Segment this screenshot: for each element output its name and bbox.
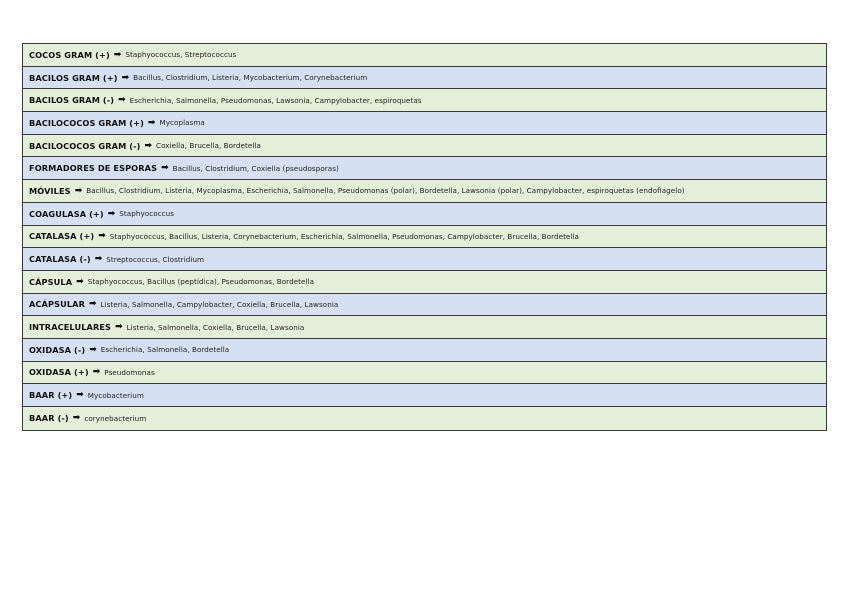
row-label: ACÁPSULAR [29,299,85,310]
row-value: Streptococcus, Clostridium [106,254,205,264]
right-arrow-icon: ➡ [76,390,84,401]
right-arrow-icon: ➡ [115,322,123,333]
right-arrow-icon: ➡ [74,185,83,196]
table-row [23,384,826,407]
table-row [23,135,826,158]
row-value: Mycoplasma [159,118,205,128]
row-label: BACILOS GRAM (-) [29,95,115,106]
right-arrow-icon: ➡ [92,367,101,378]
right-arrow-icon: ➡ [147,117,156,128]
row-value: Staphyococcus, Bacillus, Listeria, Corynebacterium, Escherichia, Salmonella, Pseudomonas, Campylobacter, Brucella, Bordetella [109,231,579,241]
row-value: Bacillus, Clostridium, Coxiella (pseudosporas) [172,163,339,173]
right-arrow-icon: ➡ [144,140,152,151]
row-label: BAAR (-) [29,413,69,424]
row-label: BACILOCOCOS GRAM (-) [29,140,141,151]
right-arrow-icon: ➡ [89,299,97,310]
right-arrow-icon: ➡ [161,163,169,174]
row-value: Bacillus, Clostridium, Listeria, Mycobacterium, Corynebacterium [133,73,368,83]
row-label: BACILOS GRAM (+) [29,72,118,83]
table-row [23,203,826,226]
table-row [23,180,826,203]
row-label: CATALASA (+) [29,231,95,242]
right-arrow-icon: ➡ [107,208,116,219]
table-row [23,89,826,112]
right-arrow-icon: ➡ [113,49,122,60]
row-value: Pseudomonas [104,367,155,377]
row-label: OXIDASA (-) [29,344,86,355]
row-value: Staphyococcus, Streptococcus [125,50,237,60]
row-label: INTRACELULARES [29,322,112,333]
row-value: Listeria, Salmonella, Coxiella, Brucella, Lawsonia [126,322,305,332]
right-arrow-icon: ➡ [118,95,126,106]
right-arrow-icon: ➡ [121,72,130,83]
row-label: FORMADORES DE ESPORAS [29,163,158,174]
row-label: BACILOCOCOS GRAM (+) [29,117,144,128]
row-value: Listeria, Salmonella, Campylobacter, Coxiella, Brucella, Lawsonia [100,299,339,309]
row-label: COCOS GRAM (+) [29,49,110,60]
table-row [23,407,826,430]
right-arrow-icon: ➡ [98,231,106,242]
table-row [23,226,826,249]
row-value: Staphyococcus [119,209,175,219]
table-row [23,294,826,317]
row-value: corynebacterium [84,413,147,423]
row-label: CATALASA (-) [29,254,91,265]
row-label: CÁPSULA [29,276,73,287]
table-row [23,67,826,90]
table-row [23,271,826,294]
row-label: COAGULASA (+) [29,208,104,219]
row-value: Mycobacterium [87,390,144,400]
row-label: BAAR (+) [29,390,73,401]
table-row [23,112,826,135]
table-row [23,248,826,271]
row-value: Coxiella, Brucella, Bordetella [156,141,261,151]
right-arrow-icon: ➡ [89,344,97,355]
row-value: Bacillus, Clostridium, Listeria, Mycoplasma, Escherichia, Salmonella, Pseudomonas (polar), Bordetella, Lawsonia (polar), Campylobacter, espiroquetas (endoflagelo) [86,186,685,196]
table-row [23,316,826,339]
row-value: Staphyococcus, Bacillus (peptídica), Pseudomonas, Bordetella [87,277,315,287]
row-value: Escherichia, Salmonella, Pseudomonas, Lawsonia, Campylobacter, espiroquetas [129,95,422,105]
table-row [23,44,826,67]
right-arrow-icon: ➡ [72,413,81,424]
table-row [23,339,826,362]
bacteria-classification-table [22,43,827,431]
right-arrow-icon: ➡ [94,254,103,265]
table-row [23,157,826,180]
row-label: OXIDASA (+) [29,367,89,378]
row-value: Escherichia, Salmonella, Bordetella [100,345,230,355]
table-row [23,362,826,385]
right-arrow-icon: ➡ [76,276,84,287]
row-label: MÓVILES [29,185,71,196]
